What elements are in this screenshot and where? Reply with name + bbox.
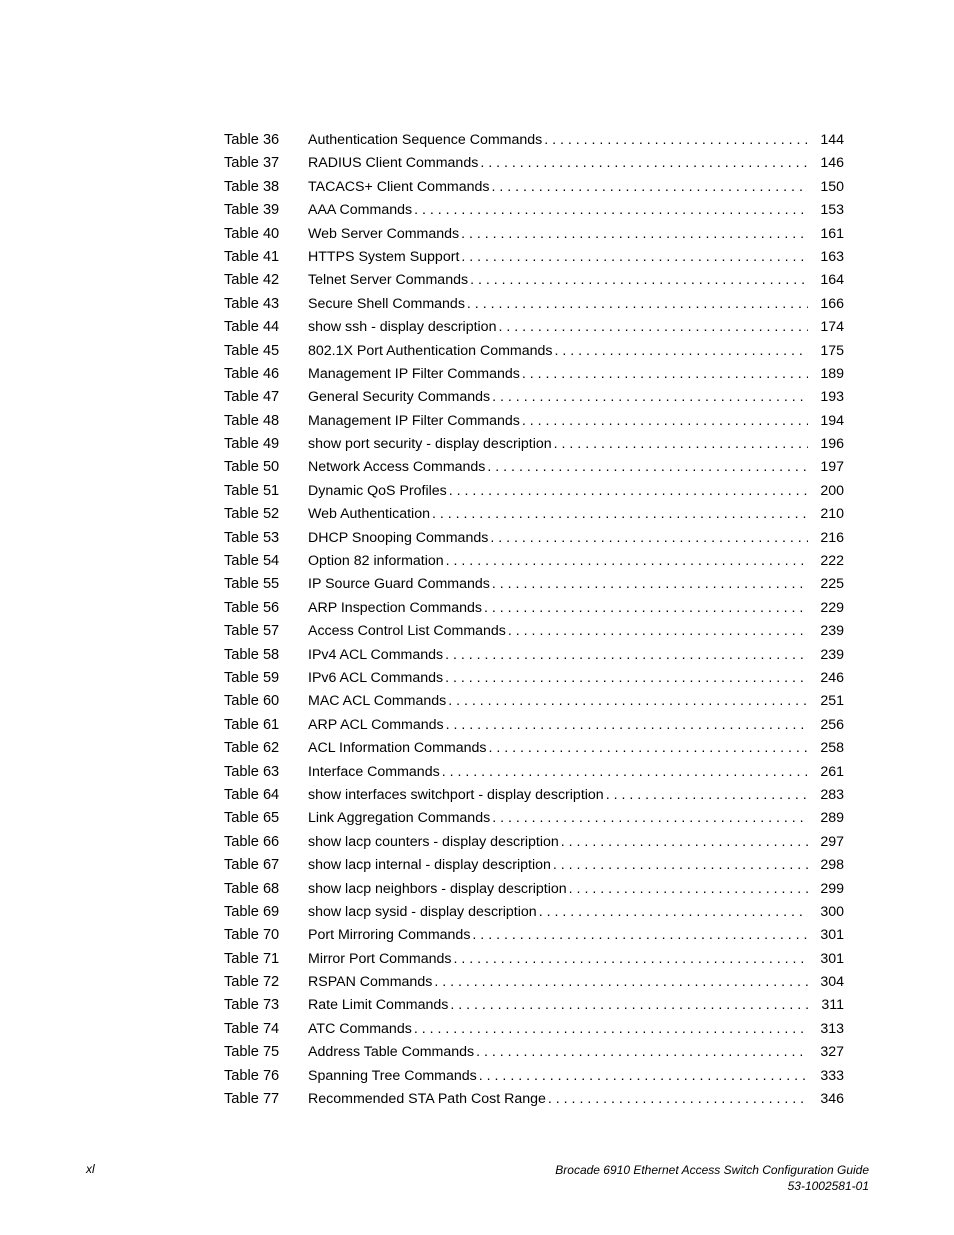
toc-dot-leader (434, 974, 808, 990)
toc-entry-title: AAA Commands (308, 202, 413, 219)
toc-entry-page: 289 (820, 810, 844, 827)
toc-entry[interactable] (224, 997, 844, 1020)
toc-entry-title: Spanning Tree Commands (308, 1067, 477, 1084)
toc-dot-leader (414, 202, 808, 218)
toc-entry-title: ACL Information Commands (308, 740, 487, 757)
toc-entry-label: Table 66 (224, 833, 280, 850)
toc-entry[interactable] (224, 272, 844, 295)
toc-entry-label: Table 52 (224, 506, 280, 523)
toc-dot-leader (446, 553, 808, 569)
toc-entry-title: show lacp neighbors - display description (308, 880, 567, 897)
toc-entry[interactable] (224, 1068, 844, 1091)
toc-entry[interactable] (224, 1021, 844, 1044)
footer-guide-title: Brocade 6910 Ethernet Access Switch Configuration Guide (555, 1163, 869, 1177)
toc-entry-page: 333 (820, 1067, 844, 1084)
toc-dot-leader (554, 436, 808, 452)
toc-entry-label: Table 56 (224, 599, 280, 616)
toc-entry[interactable] (224, 179, 844, 202)
toc-entry-title: Interface Commands (308, 763, 440, 780)
toc-entry[interactable] (224, 553, 844, 576)
toc-entry[interactable] (224, 623, 844, 646)
toc-entry-label: Table 60 (224, 693, 280, 710)
toc-entry-page: 196 (820, 436, 844, 453)
toc-entry[interactable] (224, 834, 844, 857)
toc-entry-page: 298 (820, 857, 844, 874)
toc-entry[interactable] (224, 436, 844, 459)
toc-entry[interactable] (224, 506, 844, 529)
toc-entry-page: 222 (820, 553, 844, 570)
toc-entry-label: Table 53 (224, 529, 280, 546)
toc-entry-title: Telnet Server Commands (308, 272, 469, 289)
toc-dot-leader (490, 530, 808, 546)
toc-entry-page: 239 (820, 623, 844, 640)
toc-entry-title: Link Aggregation Commands (308, 810, 491, 827)
toc-entry-label: Table 51 (224, 482, 280, 499)
toc-entry-page: 261 (820, 763, 844, 780)
toc-entry-label: Table 50 (224, 459, 280, 476)
toc-entry[interactable] (224, 319, 844, 342)
toc-entry[interactable] (224, 296, 844, 319)
toc-entry-label: Table 40 (224, 225, 280, 242)
toc-entry-title: Web Authentication (308, 506, 430, 523)
toc-entry[interactable] (224, 576, 844, 599)
toc-dot-leader (484, 600, 808, 616)
toc-entry-title: ARP ACL Commands (308, 716, 444, 733)
footer-page-number: xl (86, 1162, 95, 1176)
toc-entry-page: 258 (820, 740, 844, 757)
toc-entry-title: Web Server Commands (308, 225, 460, 242)
toc-entry-page: 297 (820, 833, 844, 850)
toc-entry-title: IPv4 ACL Commands (308, 646, 444, 663)
toc-dot-leader (522, 413, 808, 429)
toc-entry-label: Table 63 (224, 763, 280, 780)
toc-entry[interactable] (224, 974, 844, 997)
footer-doc-number: 53-1002581-01 (787, 1179, 869, 1193)
toc-dot-leader (442, 764, 808, 780)
toc-entry[interactable] (224, 389, 844, 412)
toc-entry-label: Table 70 (224, 927, 280, 944)
toc-entry[interactable] (224, 904, 844, 927)
toc-dot-leader (522, 366, 808, 382)
toc-entry-title: ATC Commands (308, 1020, 412, 1037)
toc-entry-page: 163 (820, 248, 844, 265)
toc-entry-title: Rate Limit Commands (308, 997, 449, 1014)
toc-entry-label: Table 36 (224, 132, 280, 148)
toc-entry-page: 175 (820, 342, 844, 359)
toc-entry-title: show lacp counters - display description (308, 833, 559, 850)
toc-entry-page: 200 (820, 482, 844, 499)
toc-entry-title: IPv6 ACL Commands (308, 669, 444, 686)
toc-entry-label: Table 68 (224, 880, 280, 897)
toc-dot-leader (432, 506, 808, 522)
toc-dot-leader (606, 787, 808, 803)
toc-dot-leader (449, 483, 808, 499)
toc-entry-label: Table 49 (224, 436, 280, 453)
toc-entry-label: Table 65 (224, 810, 280, 827)
toc-entry-title: ARP Inspection Commands (308, 599, 483, 616)
toc-entry-label: Table 73 (224, 997, 280, 1014)
toc-dot-leader (470, 272, 808, 288)
toc-entry-label: Table 39 (224, 202, 280, 219)
toc-entry-page: 225 (820, 576, 844, 593)
toc-entry[interactable] (224, 413, 844, 436)
toc-entry-title: RADIUS Client Commands (308, 155, 479, 172)
toc-entry-title: 802.1X Port Authentication Commands (308, 342, 553, 359)
toc-entry-title: Mirror Port Commands (308, 950, 452, 967)
toc-dot-leader (445, 670, 808, 686)
toc-entry-label: Table 75 (224, 1044, 280, 1061)
toc-entry-label: Table 37 (224, 155, 280, 172)
toc-entry-title: show lacp sysid - display description (308, 903, 537, 920)
toc-entry[interactable] (224, 343, 844, 366)
toc-dot-leader (508, 623, 808, 639)
toc-dot-leader (488, 740, 808, 756)
toc-entry-label: Table 43 (224, 295, 280, 312)
toc-entry-label: Table 46 (224, 365, 280, 382)
toc-entry-label: Table 47 (224, 389, 280, 406)
toc-entry-title: TACACS+ Client Commands (308, 178, 490, 195)
toc-entry-label: Table 62 (224, 740, 280, 757)
toc-dot-leader (461, 226, 808, 242)
toc-entry-page: 197 (820, 459, 844, 476)
toc-entry-page: 216 (820, 529, 844, 546)
toc-entry[interactable] (224, 1044, 844, 1067)
toc-entry[interactable] (224, 249, 844, 272)
toc-entry-label: Table 57 (224, 623, 280, 640)
toc-entry[interactable] (224, 857, 844, 880)
toc-entry-label: Table 69 (224, 903, 280, 920)
toc-entry-page: 301 (820, 950, 844, 967)
toc-dot-leader (492, 810, 808, 826)
toc-entry-title: Dynamic QoS Profiles (308, 482, 447, 499)
toc-entry[interactable] (224, 155, 844, 178)
toc-entry-title: Option 82 information (308, 553, 444, 570)
toc-entry-page: 246 (820, 669, 844, 686)
toc-dot-leader (492, 389, 808, 405)
toc-entry-title: show port security - display description (308, 436, 552, 453)
toc-entry-title: Recommended STA Path Cost Range (308, 1091, 546, 1108)
toc-dot-leader (553, 857, 808, 873)
toc-entry[interactable] (224, 600, 844, 623)
toc-entry-page: 301 (820, 927, 844, 944)
toc-entry-title: MAC ACL Commands (308, 693, 447, 710)
toc-entry-page: 304 (820, 974, 844, 991)
toc-entry-label: Table 72 (224, 974, 280, 991)
toc-entry-label: Table 45 (224, 342, 280, 359)
toc-entry-page: 313 (820, 1020, 844, 1037)
toc-entry-page: 327 (820, 1044, 844, 1061)
toc-entry-label: Table 59 (224, 669, 280, 686)
toc-entry-label: Table 76 (224, 1067, 280, 1084)
toc-entry[interactable] (224, 740, 844, 763)
toc-entry[interactable] (224, 483, 844, 506)
toc-entry-label: Table 41 (224, 248, 280, 265)
toc-entry-title: show ssh - display description (308, 319, 497, 336)
toc-entry-page: 229 (820, 599, 844, 616)
toc-dot-leader (480, 155, 808, 171)
toc-entry[interactable] (224, 717, 844, 740)
toc-dot-leader (472, 927, 808, 943)
toc-entry[interactable] (224, 647, 844, 670)
toc-dot-leader (445, 647, 808, 663)
toc-entry-page: 164 (820, 272, 844, 289)
toc-dot-leader (446, 717, 808, 733)
toc-entry-label: Table 71 (224, 950, 280, 967)
toc-entry-title: IP Source Guard Commands (308, 576, 490, 593)
toc-entry[interactable] (224, 530, 844, 553)
footer-document-info (555, 1162, 869, 1194)
toc-entry-label: Table 67 (224, 857, 280, 874)
toc-dot-leader (561, 834, 808, 850)
toc-entry-label: Table 58 (224, 646, 280, 663)
toc-dot-leader (492, 576, 808, 592)
toc-entry-page: 193 (820, 389, 844, 406)
toc-entry-page: 166 (820, 295, 844, 312)
toc-dot-leader (539, 904, 808, 920)
toc-entry-page: 150 (820, 178, 844, 195)
toc-entry-page: 256 (820, 716, 844, 733)
toc-entry[interactable] (224, 1091, 844, 1114)
toc-entry-page: 210 (820, 506, 844, 523)
toc-dot-leader (544, 132, 808, 148)
toc-entry-title: RSPAN Commands (308, 974, 433, 991)
toc-entry-label: Table 74 (224, 1020, 280, 1037)
toc-entry-label: Table 55 (224, 576, 280, 593)
toc-entry-title: Management IP Filter Commands (308, 412, 520, 429)
toc-entry[interactable] (224, 670, 844, 693)
toc-dot-leader (414, 1021, 808, 1037)
toc-entry-title: Management IP Filter Commands (308, 365, 520, 382)
toc-entry-page: 146 (820, 155, 844, 172)
toc-dot-leader (479, 1068, 808, 1084)
toc-entry-page: 251 (820, 693, 844, 710)
toc-dot-leader (467, 296, 808, 312)
toc-entry-title: Authentication Sequence Commands (308, 132, 543, 148)
toc-dot-leader (453, 951, 808, 967)
toc-dot-leader (461, 249, 808, 265)
table-of-contents (224, 132, 844, 1114)
toc-entry-page: 161 (820, 225, 844, 242)
toc-entry-page: 144 (820, 132, 844, 148)
toc-entry-page: 346 (820, 1091, 844, 1108)
toc-dot-leader (548, 1091, 808, 1107)
toc-entry-title: HTTPS System Support (308, 248, 460, 265)
toc-entry[interactable] (224, 810, 844, 833)
toc-entry[interactable] (224, 132, 844, 155)
toc-entry[interactable] (224, 366, 844, 389)
toc-entry-label: Table 42 (224, 272, 280, 289)
toc-entry-page: 239 (820, 646, 844, 663)
toc-entry[interactable] (224, 787, 844, 810)
toc-entry[interactable] (224, 693, 844, 716)
toc-dot-leader (448, 693, 808, 709)
toc-entry-label: Table 54 (224, 553, 280, 570)
toc-dot-leader (491, 179, 808, 195)
toc-entry[interactable] (224, 459, 844, 482)
toc-entry-page: 153 (820, 202, 844, 219)
toc-entry[interactable] (224, 764, 844, 787)
toc-dot-leader (487, 459, 808, 475)
toc-entry-label: Table 61 (224, 716, 280, 733)
toc-entry[interactable] (224, 226, 844, 249)
toc-entry-page: 194 (820, 412, 844, 429)
toc-entry-label: Table 38 (224, 178, 280, 195)
toc-dot-leader (498, 319, 808, 335)
toc-entry-page: 311 (821, 997, 844, 1014)
toc-entry-title: Secure Shell Commands (308, 295, 465, 312)
toc-entry-title: Address Table Commands (308, 1044, 475, 1061)
toc-entry[interactable] (224, 927, 844, 950)
toc-entry[interactable] (224, 202, 844, 225)
toc-entry-title: Port Mirroring Commands (308, 927, 471, 944)
toc-entry-page: 189 (820, 365, 844, 382)
toc-dot-leader (554, 343, 808, 359)
toc-dot-leader (569, 881, 808, 897)
toc-entry-title: DHCP Snooping Commands (308, 529, 489, 546)
toc-list (224, 132, 844, 1114)
toc-entry-page: 283 (820, 786, 844, 803)
toc-entry-title: show lacp internal - display description (308, 857, 551, 874)
toc-entry-title: Access Control List Commands (308, 623, 506, 640)
toc-entry-label: Table 77 (224, 1091, 280, 1108)
toc-entry-label: Table 48 (224, 412, 280, 429)
toc-entry-page: 174 (820, 319, 844, 336)
toc-entry-page: 299 (820, 880, 844, 897)
toc-entry-title: show interfaces switchport - display description (308, 786, 604, 803)
toc-entry-page: 300 (820, 903, 844, 920)
toc-entry-title: Network Access Commands (308, 459, 486, 476)
toc-entry[interactable] (224, 951, 844, 974)
toc-dot-leader (476, 1044, 808, 1060)
toc-dot-leader (450, 997, 808, 1013)
toc-entry-title: General Security Commands (308, 389, 491, 406)
toc-entry[interactable] (224, 881, 844, 904)
toc-entry-label: Table 64 (224, 786, 280, 803)
toc-entry-label: Table 44 (224, 319, 280, 336)
